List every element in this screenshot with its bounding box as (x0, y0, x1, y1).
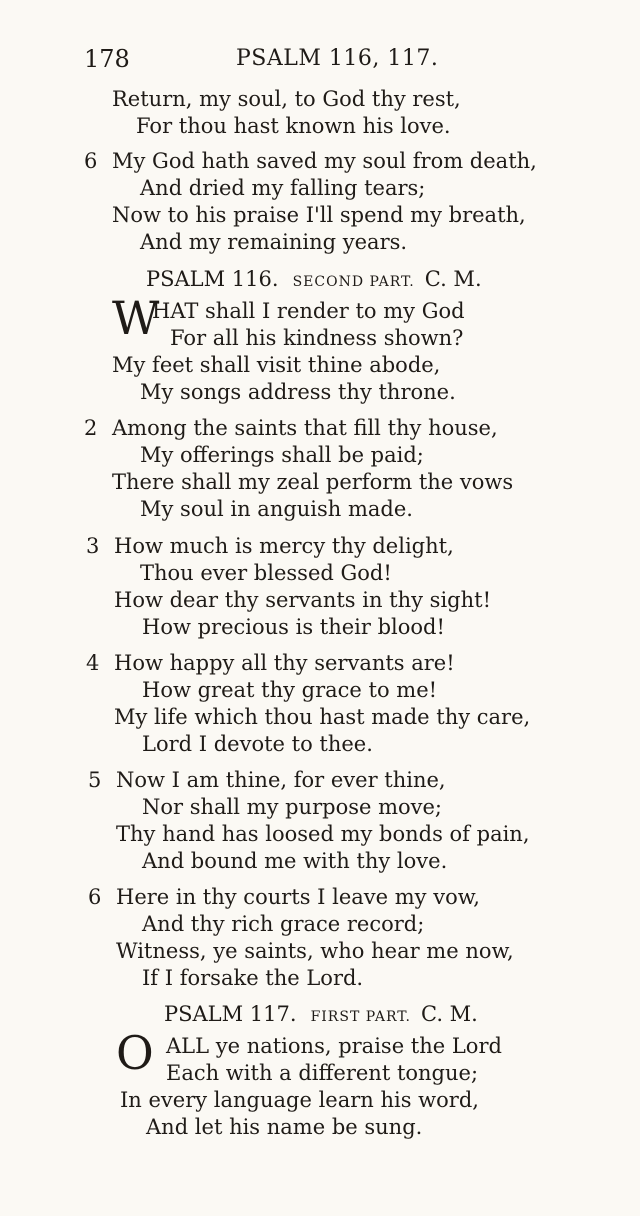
verse-number: 4 (86, 651, 100, 675)
running-head: PSALM 116, 117. (236, 46, 439, 71)
verse-line: In every language learn his word, (120, 1088, 479, 1112)
verse-line: Here in thy courts I leave my vow, (116, 885, 480, 909)
verse-line: HAT shall I render to my God (152, 299, 465, 323)
page-header (84, 44, 484, 80)
verse-line: Witness, ye saints, who hear me now, (116, 939, 514, 963)
verse-line: ALL ye nations, praise the Lord (166, 1034, 502, 1058)
verse-line: For thou hast known his love. (136, 114, 451, 138)
verse-number: 6 (84, 149, 98, 173)
section-meter: C. M. (424, 267, 482, 291)
section-heading (146, 266, 482, 295)
verse-line: And dried my falling tears; (140, 176, 426, 200)
section-part: FIRST PART. (310, 1009, 411, 1025)
verse-line: For all his kindness shown? (170, 326, 464, 350)
verse-line: And bound me with thy love. (142, 849, 448, 873)
verse-line: How dear thy servants in thy sight! (114, 588, 492, 612)
verse-line: How much is mercy thy delight, (114, 534, 454, 558)
section-meter: C. M. (421, 1002, 478, 1026)
verse-line: And let his name be sung. (146, 1115, 423, 1139)
verse-line: Lord I devote to thee. (142, 732, 373, 756)
verse-line: Each with a different tongue; (166, 1061, 479, 1085)
verse-line: My life which thou hast made thy care, (114, 705, 531, 729)
verse-number: 6 (88, 885, 102, 909)
section-part: SECOND PART. (292, 274, 415, 290)
verse-line: And my remaining years. (140, 230, 408, 254)
drop-cap: O (116, 1026, 154, 1080)
section-heading (164, 1001, 478, 1030)
verse-line: My offerings shall be paid; (140, 443, 424, 467)
verse-line: Among the saints that fill thy house, (112, 416, 498, 440)
verse-number: 2 (84, 416, 98, 440)
section-title: PSALM 117. (164, 1002, 297, 1026)
verse-line: How happy all thy servants are! (114, 651, 455, 675)
verse-number: 3 (86, 534, 100, 558)
verse-line: Now I am thine, for ever thine, (116, 768, 446, 792)
verse-number: 5 (88, 768, 102, 792)
verse-line: There shall my zeal perform the vows (112, 470, 514, 494)
verse-line: Thy hand has loosed my bonds of pain, (116, 822, 530, 846)
verse-line: Thou ever blessed God! (140, 561, 392, 585)
verse-line: Return, my soul, to God thy rest, (112, 87, 461, 111)
verse-line: How precious is their blood! (142, 615, 445, 639)
page-number: 178 (84, 45, 130, 73)
section-title: PSALM 116. (146, 267, 279, 291)
drop-cap: W (112, 291, 160, 345)
verse-line: My soul in anguish made. (140, 497, 413, 521)
verse-line: Nor shall my purpose move; (142, 795, 443, 819)
verse-line: How great thy grace to me! (142, 678, 438, 702)
verse-line: If I forsake the Lord. (142, 966, 364, 990)
verse-line: Now to his praise I'll spend my breath, (112, 203, 526, 227)
verse-line: My songs address thy throne. (140, 380, 456, 404)
verse-line: My feet shall visit thine abode, (112, 353, 441, 377)
verse-line: And thy rich grace record; (142, 912, 425, 936)
verse-line: My God hath saved my soul from death, (112, 149, 537, 173)
